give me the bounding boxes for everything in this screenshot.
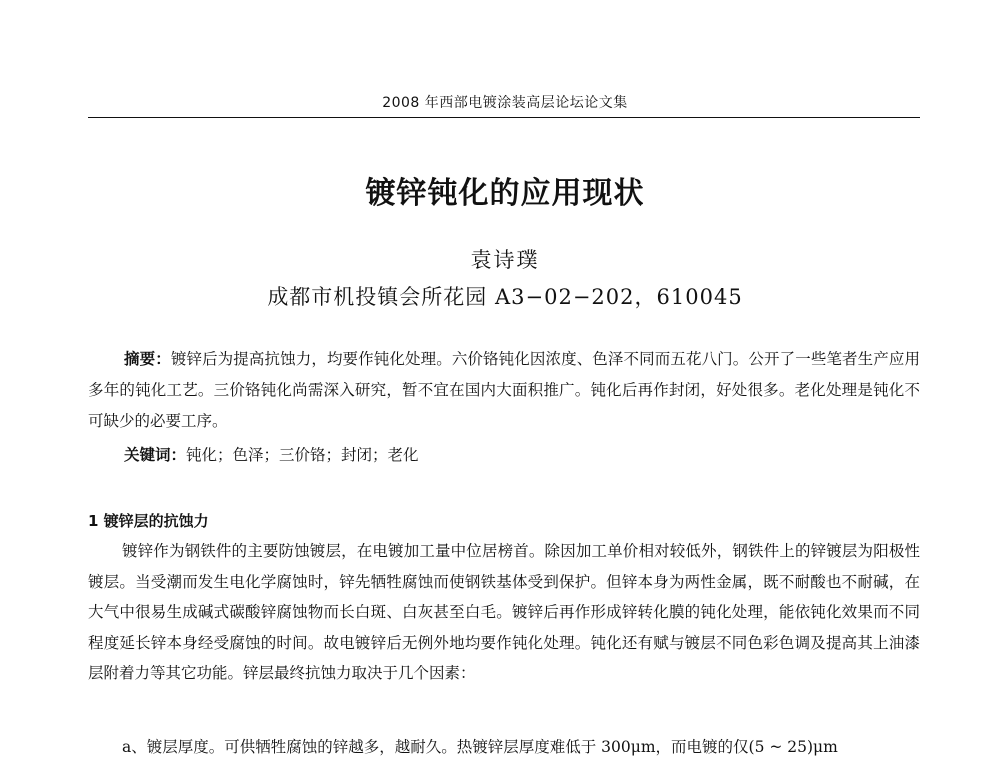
running-header: 2008 年西部电镀涂装高层论坛论文集 xyxy=(382,95,628,111)
body-paragraph: 镀锌作为钢铁件的主要防蚀镀层，在电镀加工量中位居榜首。除因加工单价相对较低外，钢铁件上的锌镀层为阳极性镀层。当受潮而发生电化学腐蚀时，锌先牺牲腐蚀而使钢铁基体受到保护。但锌本身为两性金属，既不耐酸也不耐碱，在大气中很易生成碱式碳酸锌腐蚀物而长白斑、白灰甚至白毛。镀锌后再作形成锌转化膜的钝化处理，能依钝化效果而不同程度延长锌本身经受腐蚀的时间。故电镀锌后无例外地均要作钝化处理。钝化还有赋与镀层不同色彩色调及提高其上油漆层附着力等其它功能。锌层最终抗蚀力取决于几个因素： xyxy=(88,542,920,682)
abstract-text: 镀锌后为提高抗蚀力，均要作钝化处理。六价铬钝化因浓度、色泽不同而五花八门。公开了一些笔者生产应用多年的钝化工艺。三价铬钝化尚需深入研究，暂不宜在国内大面积推广。钝化后再作封闭，好处很多。老化处理是钝化不可缺少的必要工序。 xyxy=(88,350,920,430)
keywords xyxy=(88,440,920,471)
abstract xyxy=(88,344,920,437)
author-name: 袁诗璞 xyxy=(470,248,540,272)
keywords-label: 关键词： xyxy=(124,446,187,464)
keywords-text: 钝化；色泽；三价铬；封闭；老化 xyxy=(186,446,419,464)
author-affiliation: 成都市机投镇会所花园 A3−02−202，610045 xyxy=(267,285,743,309)
abstract-label: 摘要： xyxy=(124,350,171,368)
list-item-a: a、镀层厚度。可供牺牲腐蚀的锌越多，越耐久。热镀锌层厚度难低于 300μm，而电镀的仅(5 ~ 25)μm xyxy=(122,738,838,756)
header-rule xyxy=(88,117,920,118)
section-heading: 1 镀锌层的抗蚀力 xyxy=(88,512,209,530)
paper-title: 镀锌钝化的应用现状 xyxy=(365,176,645,211)
